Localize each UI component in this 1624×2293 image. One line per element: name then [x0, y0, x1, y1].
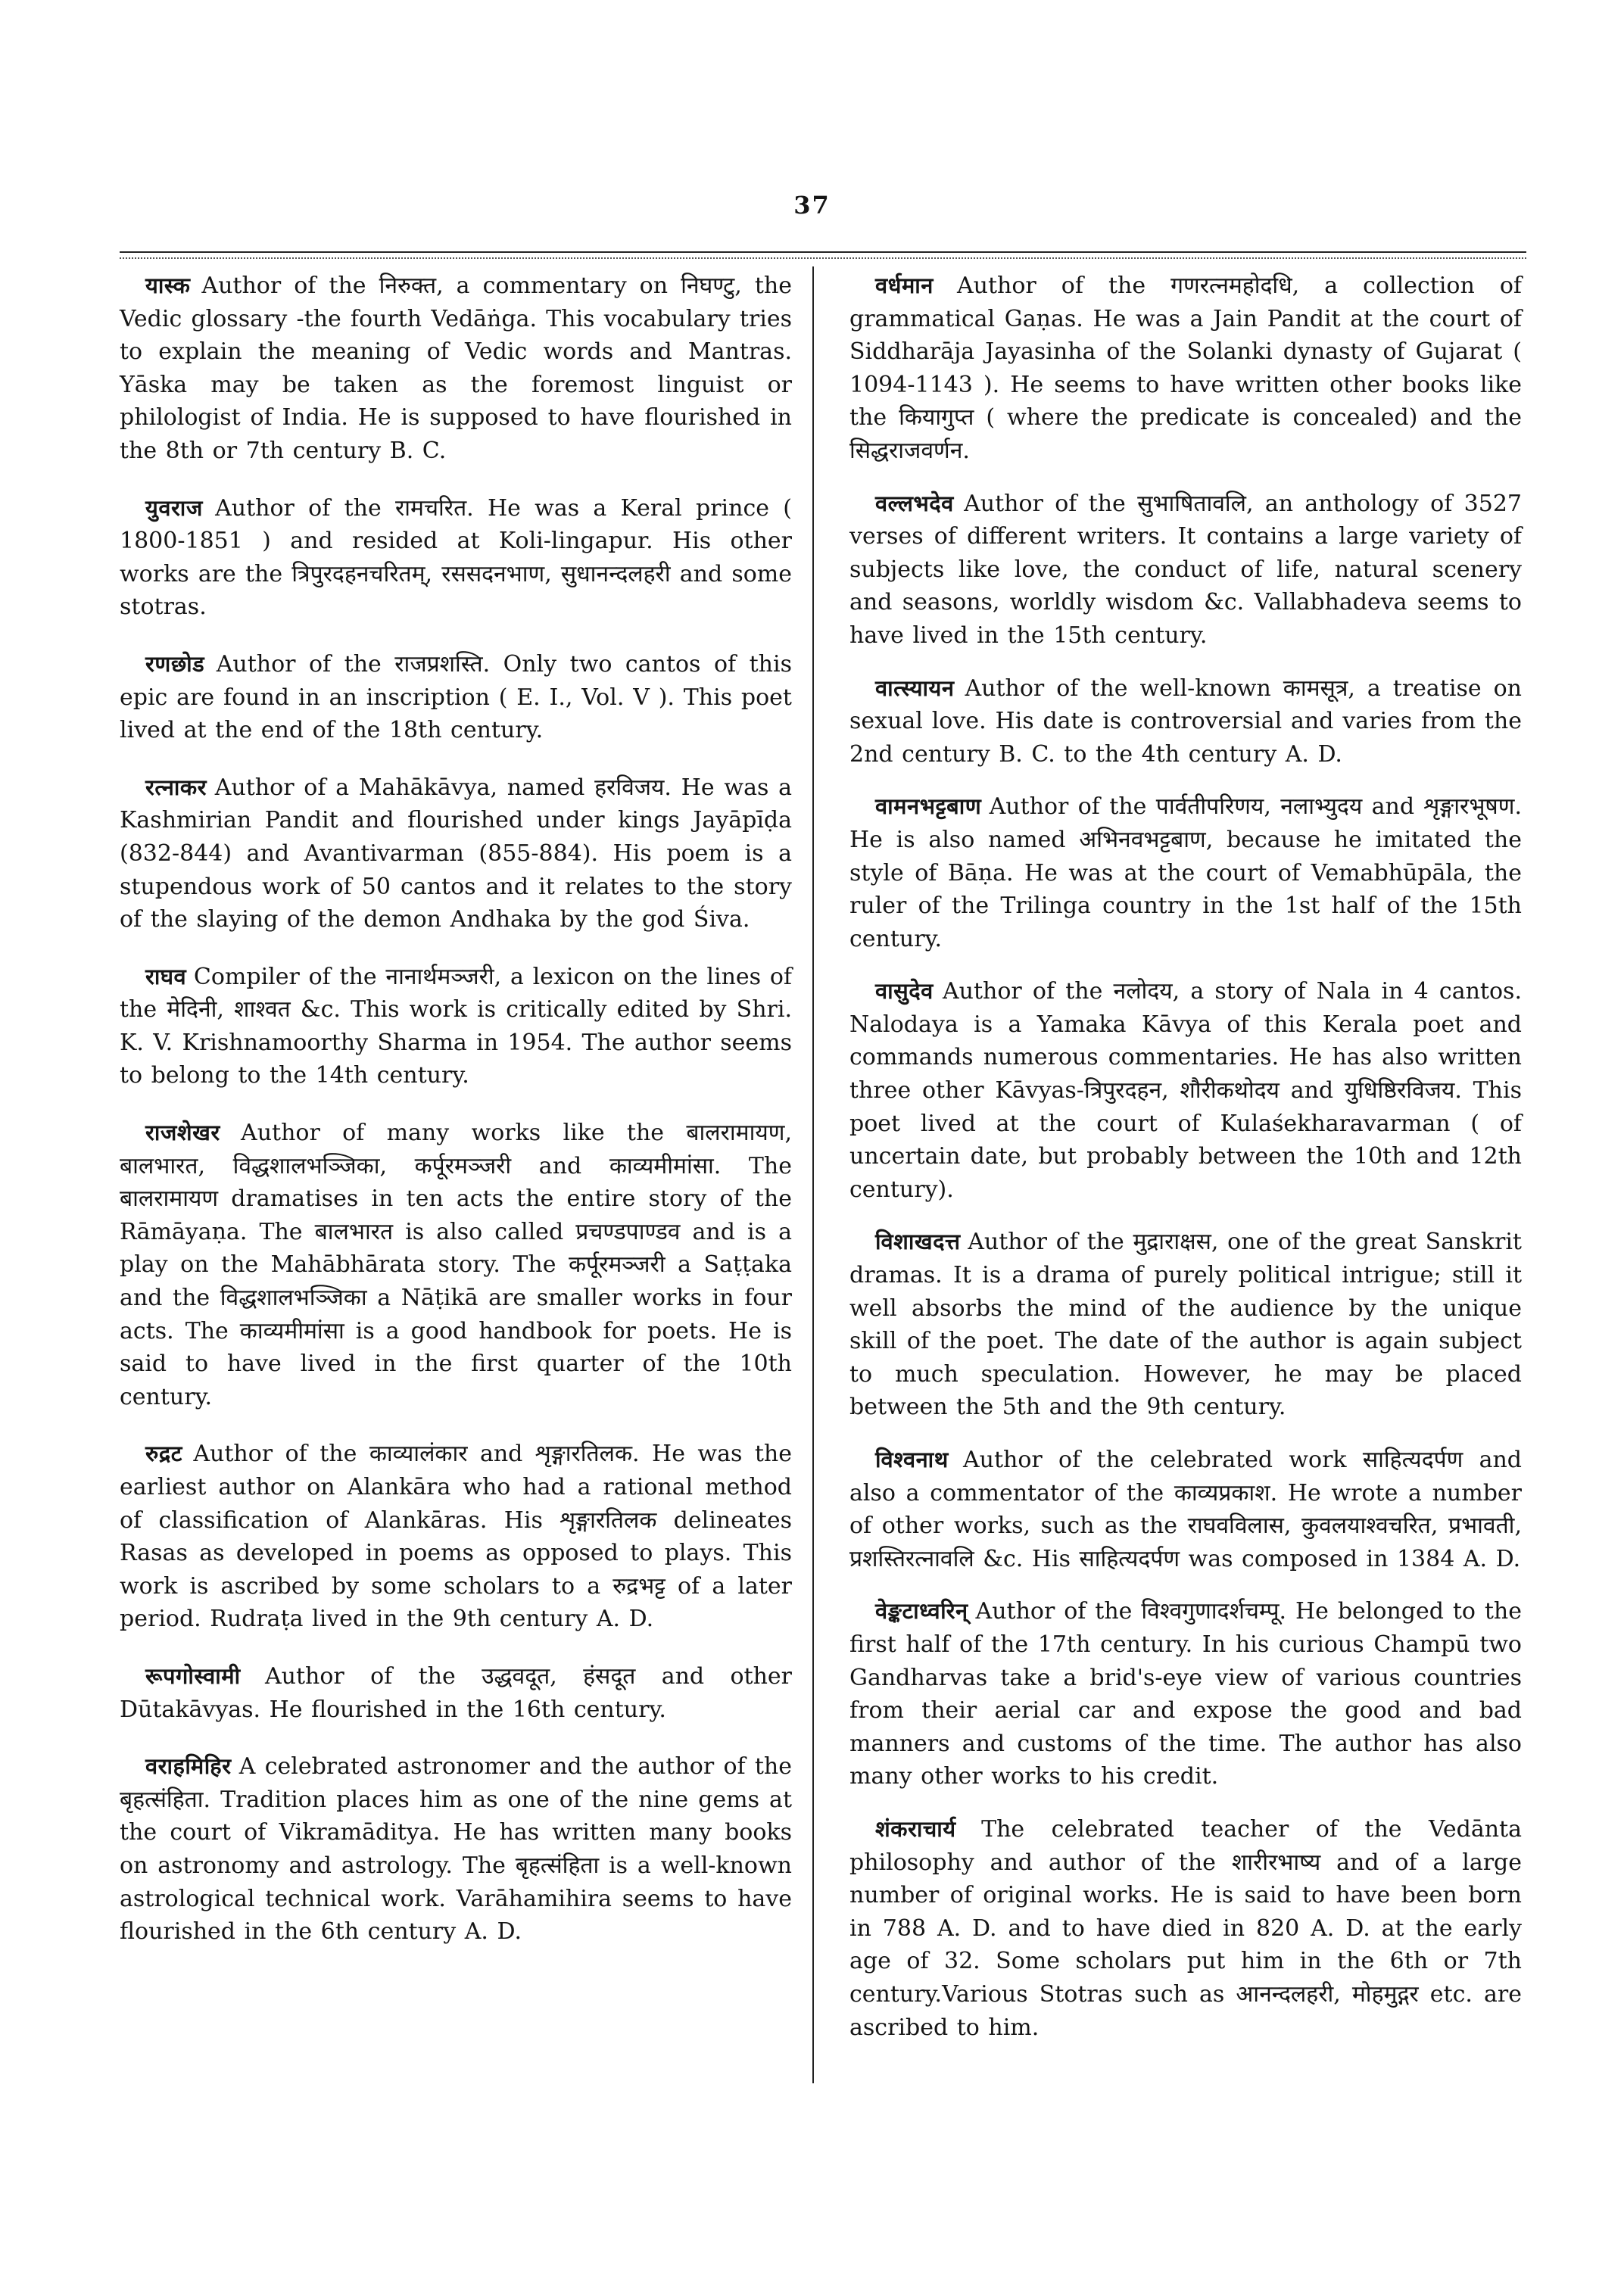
- entry-text: A celebrated astronomer and the author of the बृहत्संहिता. Tradition places him as one of the nine gems at the court of Vikramāditya. He has written many books on astronomy and astrology. The बृहत्संहिता is a well-known astrological technical work. Varāhamihira seems to have flourished in the 6th century A. D.: [120, 1753, 792, 1946]
- entry-visakhadatta: [849, 1226, 1522, 1424]
- entry-head: राघव: [145, 963, 187, 989]
- entry-head: वेङ्कटाध्वरिन्: [875, 1598, 968, 1625]
- entry-head: शंकराचार्य: [875, 1815, 956, 1842]
- entry-head: रूपगोस्वामी: [145, 1662, 241, 1689]
- entry-text: Author of the राजप्रशस्ति. Only two cantos of this epic are found in an inscription ( E. I., Vol. V ). This poet lived at the end of the 18th century.: [120, 650, 792, 744]
- entry-yuvaraja: [120, 492, 792, 624]
- entry-head: रणछोड: [145, 650, 205, 677]
- entry-raghava: [120, 961, 792, 1092]
- entry-head: वात्स्यायन: [875, 675, 955, 701]
- entry-yaska: [120, 269, 792, 468]
- entry-head: वामनभट्टबाण: [875, 793, 982, 820]
- entry-visvanatha: [849, 1444, 1522, 1575]
- entry-vamanabhattabana: [849, 790, 1522, 955]
- entry-rudrata: [120, 1438, 792, 1636]
- entry-sankaracharya: [849, 1813, 1522, 2044]
- entry-text: Author of the पार्वतीपरिणय, नलाभ्युदय and शृङ्गारभूषण. He is also named अभिनवभट्टबाण, because he imitated the style of Bāṇa. He was at the court of Vemabhūpāla, the ruler of the Trilinga country in the 1st half of the 15th century.: [849, 793, 1522, 952]
- entry-text: Author of the विश्वगुणादर्शचम्पू. He belonged to the first half of the 17th century. In his curious Champū two Gandharvas take a brid's-eye view of various countries from their aerial car and expose the good and bad manners and customs of the time. The author has also many other works to his credit.: [849, 1598, 1522, 1790]
- entry-head: विश्वनाथ: [875, 1447, 949, 1472]
- column-divider: [812, 266, 814, 2083]
- entry-text: Author of the celebrated work साहित्यदर्पण and also a commentator of the काव्यप्रकाश. He wrote a number of other works, such as the राघवविलास, कुवलयाश्वचरित, प्रभावती, प्रशस्तिरत्नावलि &c. His साहित्यदर्पण was composed in 1384 A. D.: [849, 1447, 1522, 1572]
- entry-head: रत्नाकर: [145, 774, 207, 800]
- entry-vallabhadeva: [849, 488, 1522, 653]
- entry-head: राजशेखर: [145, 1120, 220, 1146]
- entry-rajasekhara: [120, 1117, 792, 1413]
- entry-head: विशाखदत्त: [875, 1229, 961, 1255]
- entry-vatsyayana: [849, 672, 1522, 771]
- entry-ranachhoda: [120, 648, 792, 747]
- entry-head: रुद्रट: [145, 1441, 182, 1467]
- entry-head: वराहमिहिर: [145, 1753, 232, 1780]
- entry-text: Author of many works like the बालरामायण, बालभारत, विद्धशालभञ्जिका, कर्पूरमञ्जरी and काव्यमीमांसा. The बालरामायण dramatises in ten acts the entire story of the Rāmāyaṇa. The बालभारत is also called प्रचण्डपाण्डव and is a play on the Mahābhārata story. The कर्पूरमञ्जरी a Saṭṭaka and the विद्धशालभञ्जिका a Nāṭikā are smaller works in four acts. The काव्यमीमांसा is a good handbook for poets. He is said to have lived in the first quarter of the 10th century.: [120, 1120, 792, 1410]
- entry-vardhamana: [849, 269, 1522, 468]
- entry-varahamihira: [120, 1750, 792, 1949]
- right-column: [849, 269, 1522, 2064]
- entry-text: Compiler of the नानार्थमञ्जरी, a lexicon on the lines of the मेदिनी, शाश्वत &c. This work is critically edited by Shri. K. V. Krishnamoorthy Sharma in 1954. The author seems to belong to the 14th century.: [120, 963, 792, 1089]
- header-rule: [120, 251, 1526, 259]
- entry-text: Author of the well-known कामसूत्र, a treatise on sexual love. His date is controversial and varies from the 2nd century B. C. to the 4th century A. D.: [849, 675, 1522, 768]
- entry-text: Author of the नलोदय, a story of Nala in 4 cantos. Nalodaya is a Yamaka Kāvya of this Kerala poet and commands numerous commentaries. He has also written three other Kāvyas-त्रिपुरदहन, शौरीकथोदय and युधिष्ठिरविजय. This poet lived at the court of Kulaśekharavarman ( of uncertain date, but probably between the 10th and 12th century).: [849, 978, 1522, 1203]
- entry-head: वर्धमान: [875, 273, 934, 298]
- entry-text: Author of the रामचरित. He was a Keral prince ( 1800-1851 ) and resided at Koli-lingapur. His other works are the त्रिपुरदहनचरितम्, रससदनभाण, सुधानन्दलहरी and some stotras.: [120, 494, 792, 621]
- entry-text: Author of the सुभाषितावलि, an anthology of 3527 verses of different writers. It contains a large variety of subjects like love, the conduct of life, natural scenery and seasons, worldly wisdom &c. Vallabhadeva seems to have lived in the 15th century.: [849, 490, 1522, 649]
- entry-rupagosvami: [120, 1660, 792, 1726]
- entry-vasudeva: [849, 975, 1522, 1206]
- entry-head: वल्लभदेव: [875, 490, 954, 516]
- entry-ratnakara: [120, 771, 792, 936]
- entry-head: यास्क: [145, 273, 191, 298]
- left-column: [120, 269, 792, 1973]
- entry-text: Author of the निरुक्त, a commentary on निघण्टु, the Vedic glossary -the fourth Vedāṅga. This vocabulary tries to explain the meaning of Vedic words and Mantras. Yāska may be taken as the foremost linguist or philologist of India. He is supposed to have flourished in the 8th or 7th century B. C.: [120, 273, 792, 464]
- entry-text: Author of the काव्यालंकार and शृङ्गारतिलक. He was the earliest author on Alankāra who had a rational method of classification of Alankāras. His शृङ्गारतिलक delineates Rasas as developed in poems as opposed to plays. This work is ascribed by some scholars to a रुद्रभट्ट of a later period. Rudraṭa lived in the 9th century A. D.: [120, 1441, 792, 1633]
- entry-head: युवराज: [145, 494, 203, 521]
- entry-text: Author of a Mahākāvya, named हरविजय. He was a Kashmirian Pandit and flourished under kings Jayāpīḍa (832-844) and Avantivarman (855-884). His poem is a stupendous work of 50 cantos and it relates to the story of the slaying of the demon Andhaka by the god Śiva.: [120, 774, 792, 933]
- entry-text: Author of the मुद्राराक्षस, one of the great Sanskrit dramas. It is a drama of purely political intrigue; still it well absorbs the mind of the audience by the unique skill of the poet. The date of the author is again subject to much speculation. However, he may be placed between the 5th and the 9th century.: [849, 1229, 1522, 1421]
- entry-venkatadhvarin: [849, 1595, 1522, 1793]
- entry-text: The celebrated teacher of the Vedānta philosophy and author of the शारीरभाष्य and of a large number of original works. He is said to have been born in 788 A. D. and to have died in 820 A. D. at the early age of 32. Some scholars put him in the 6th or 7th century.Various Stotras such as आनन्दलहरी, मोहमुद्गर etc. are ascribed to him.: [849, 1815, 1522, 2041]
- entry-text: Author of the उद्धवदूत, हंसदूत and other Dūtakāvyas. He flourished in the 16th century.: [120, 1662, 792, 1723]
- entry-text: Author of the गणरत्नमहोदधि, a collection of grammatical Gaṇas. He was a Jain Pandit at the court of Siddharāja Jayasinha of the Solanki dynasty of Gujarat ( 1094-1143 ). He seems to have written other books like the कियागुप्त ( where the predicate is concealed) and the सिद्धराजवर्णन.: [849, 273, 1522, 464]
- entry-head: वासुदेव: [875, 978, 934, 1005]
- page-number: 37: [793, 191, 831, 220]
